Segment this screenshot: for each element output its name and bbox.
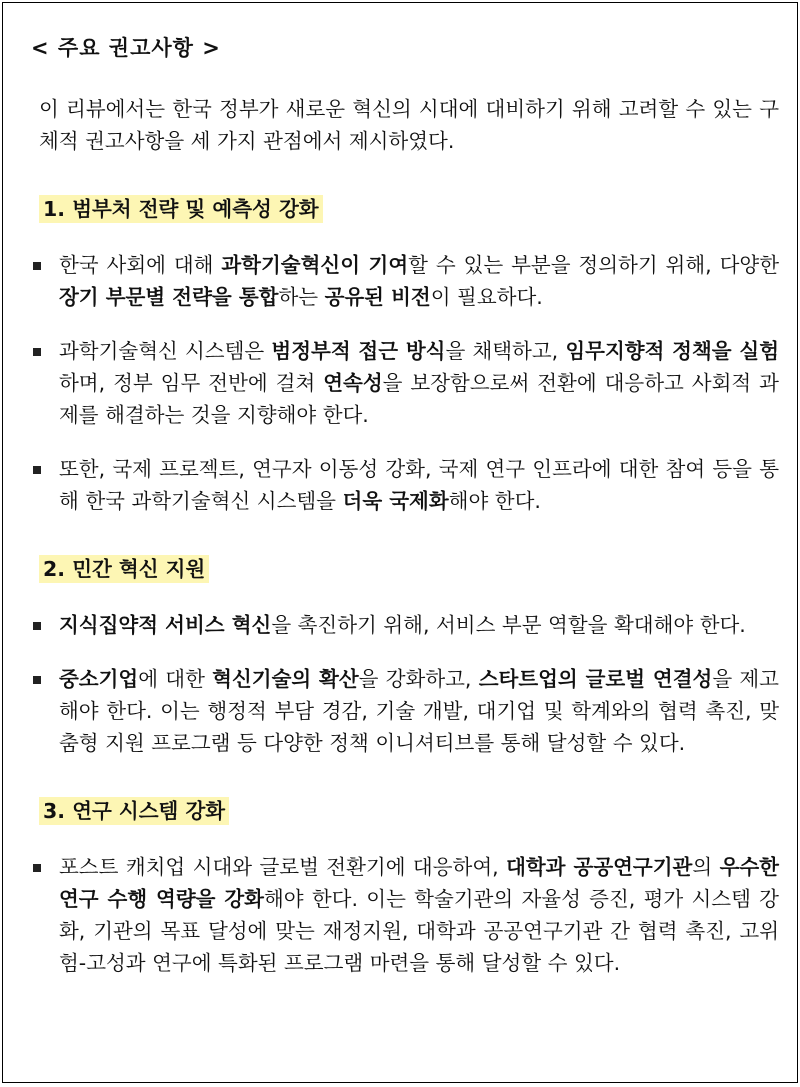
bullet-text: 을 보장함으로써 전환에 대응하고 사회적 과제를 해결하는 것을 지향해야 한다. (59, 371, 779, 427)
square-bullet-icon (33, 676, 41, 684)
bullet-text: 또한, 국제 프로젝트, 연구자 이동성 강화, 국제 연구 인프라에 대한 참여 등을 통해 한국 과학기술혁신 시스템을 (59, 457, 779, 513)
emphasis-text: 더욱 국제화 (342, 489, 449, 513)
bullet-text: 할 수 있는 부분을 정의하기 위해, 다양한 (408, 253, 779, 277)
emphasis-text: 지식집약적 서비스 혁신 (59, 613, 272, 637)
square-bullet-icon (33, 622, 41, 630)
bullet-item (31, 335, 779, 431)
emphasis-text: 범정부적 접근 방식 (271, 339, 446, 363)
bullet-text: 해야 한다. 이는 학술기관의 자율성 증진, 평가 시스템 강화, 기관의 목표 달성에 맞는 재정지원, 대학과 공공연구기관 간 협력 촉진, 고위험-고성과 연구에 특화된 프로그램 마련을 통해 달성할 수 있다. (59, 887, 779, 975)
bullet-text: 이 필요하다. (430, 285, 543, 309)
bullet-text: 에 대한 (138, 667, 213, 691)
bullet-item (31, 663, 779, 759)
bullet-text: 한국 사회에 대해 (59, 253, 222, 277)
section-heading (39, 795, 779, 827)
bullet-list (31, 609, 779, 759)
emphasis-text: 과학기술혁신이 기여 (221, 253, 409, 277)
bullet-item (31, 453, 779, 517)
section-heading (39, 553, 779, 585)
bullet-text: 하는 (278, 285, 325, 309)
square-bullet-icon (33, 466, 41, 474)
recommendations-page (2, 2, 798, 1083)
bullet-text: 의 (692, 855, 720, 879)
bullet-text: 해야 한다. (448, 489, 541, 513)
bullet-text: 과학기술혁신 시스템은 (59, 339, 272, 363)
bullet-list (31, 249, 779, 517)
section-heading (39, 193, 779, 225)
emphasis-text: 연속성 (323, 371, 383, 395)
emphasis-text: 장기 부문별 전략을 통합 (59, 285, 279, 309)
emphasis-text: 임무지향적 정책을 실험 (565, 339, 779, 363)
bullet-text: 을 촉진하기 위해, 서비스 부문 역할을 확대해야 한다. (271, 613, 746, 637)
emphasis-text: 중소기업 (59, 667, 139, 691)
section-heading-label: 2. 민간 혁신 지원 (39, 555, 209, 583)
square-bullet-icon (33, 262, 41, 270)
bullet-text: 을 채택하고, (445, 339, 566, 363)
bullet-text: 을 강화하고, (358, 667, 479, 691)
sections-container (31, 193, 779, 979)
bullet-list (31, 851, 779, 979)
square-bullet-icon (33, 348, 41, 356)
bullet-item (31, 609, 779, 641)
bullet-text: 을 제고해야 한다. 이는 행정적 부담 경감, 기술 개발, 대기업 및 학계와의 협력 촉진, 맞춤형 지원 프로그램 등 다양한 정책 이니셔티브를 통해 달성할 수 있다. (59, 667, 779, 755)
emphasis-text: 대학과 공공연구기관 (506, 855, 693, 879)
square-bullet-icon (33, 864, 41, 872)
bullet-item (31, 249, 779, 313)
emphasis-text: 우수한 연구 수행 역량을 강화 (59, 855, 779, 911)
section-heading-label: 3. 연구 시스템 강화 (39, 797, 229, 825)
bullet-text: 포스트 캐치업 시대와 글로벌 전환기에 대응하여, (59, 855, 507, 879)
emphasis-text: 공유된 비전 (324, 285, 431, 309)
emphasis-text: 혁신기술의 확산 (212, 667, 359, 691)
section-heading-label: 1. 범부처 전략 및 예측성 강화 (39, 195, 323, 223)
bullet-text: 하며, 정부 임무 전반에 걸쳐 (59, 371, 324, 395)
intro-paragraph: 이 리뷰에서는 한국 정부가 새로운 혁신의 시대에 대비하기 위해 고려할 수 있는 구체적 권고사항을 세 가지 관점에서 제시하였다. (39, 97, 779, 153)
page-title: < 주요 권고사항 > (31, 36, 221, 60)
bullet-item (31, 851, 779, 979)
emphasis-text: 스타트업의 글로벌 연결성 (478, 667, 713, 691)
